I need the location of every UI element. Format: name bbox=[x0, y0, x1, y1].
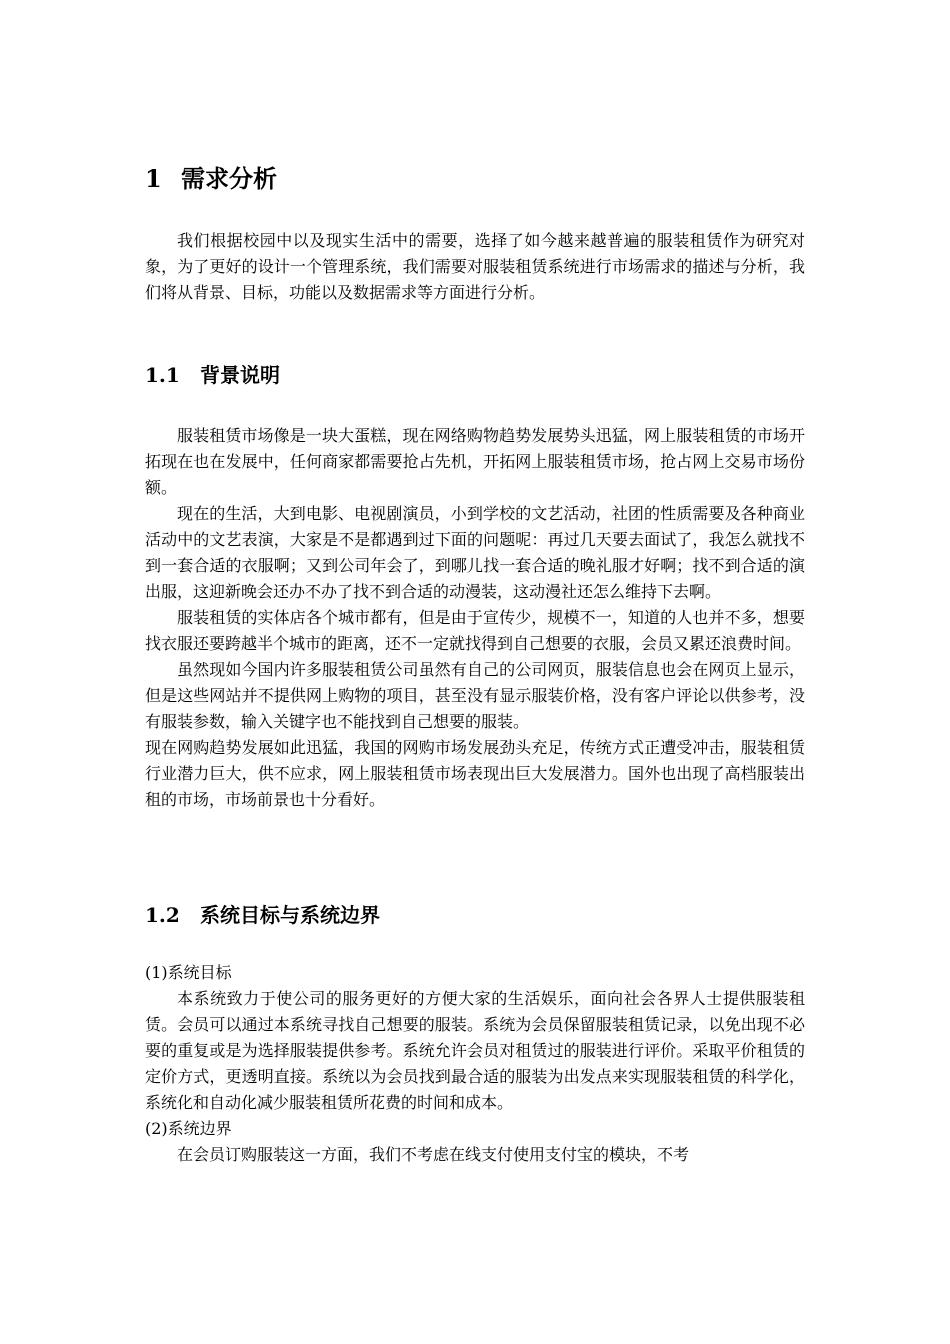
section-1-2-body bbox=[145, 960, 805, 1168]
section-1-intro bbox=[145, 228, 805, 306]
section-1-heading bbox=[145, 162, 277, 196]
section-1-2-heading bbox=[145, 900, 380, 930]
section-1-1-heading bbox=[145, 360, 280, 390]
system-goal-label: (1)系统目标 bbox=[145, 963, 232, 982]
section-1-1-body bbox=[145, 423, 805, 813]
background-paragraph-2: 现在的生活，大到电影、电视剧演员，小到学校的文艺活动，社团的性质需要及各种商业活动中的文艺表演，大家是不是都遇到过下面的问题呢：再过几天要去面试了，我怎么就找不到一套合适的衣服啊；又到公司年会了，到哪儿找一套合适的晚礼服才好啊；找不到合适的演出服，这迎新晚会还办不办了找不到合适的动漫装，这动漫社还怎么维持下去啊。 bbox=[145, 504, 805, 601]
background-paragraph-5: 现在网购趋势发展如此迅猛，我国的网购市场发展劲头充足，传统方式正遭受冲击，服装租赁行业潜力巨大，供不应求，网上服装租赁市场表现出巨大发展潜力。国外也出现了高档服装出租的市场，市场前景也十分看好。 bbox=[145, 738, 805, 809]
system-goal-text: 本系统致力于使公司的服务更好的方便大家的生活娱乐，面向社会各界人士提供服装租赁。会员可以通过本系统寻找自己想要的服装。系统为会员保留服装租赁记录，以免出现不必要的重复或是为选择服装提供参考。系统允许会员对租赁过的服装进行评价。采取平价租赁的定价方式，更透明直接。系统以为会员找到最合适的服装为出发点来实现服装租赁的科学化，系统化和自动化减少服装租赁所花费的时间和成本。 bbox=[145, 989, 805, 1112]
background-paragraph-4: 虽然现如今国内许多服装租赁公司虽然有自己的公司网页，服装信息也会在网页上显示，但是这些网站并不提供网上购物的项目，甚至没有显示服装价格，没有客户评论以供参考，没有服装参数，输入关键字也不能找到自己想要的服装。 bbox=[145, 660, 805, 731]
section-1-number: 1 bbox=[145, 164, 162, 193]
section-1-title: 需求分析 bbox=[181, 164, 277, 193]
system-boundary-text: 在会员订购服装这一方面，我们不考虑在线支付使用支付宝的模块，不考 bbox=[177, 1145, 690, 1164]
system-boundary-label: (2)系统边界 bbox=[145, 1119, 232, 1138]
intro-paragraph: 我们根据校园中以及现实生活中的需要，选择了如今越来越普遍的服装租赁作为研究对象，为了更好的设计一个管理系统，我们需要对服装租赁系统进行市场需求的描述与分析，我们将从背景、目标，功能以及数据需求等方面进行分析。 bbox=[145, 231, 805, 302]
background-paragraph-3: 服装租赁的实体店各个城市都有，但是由于宣传少，规模不一，知道的人也并不多，想要找衣服还要跨越半个城市的距离，还不一定就找得到自己想要的衣服，会员又累还浪费时间。 bbox=[145, 608, 805, 653]
section-1-2-title: 系统目标与系统边界 bbox=[200, 903, 380, 927]
background-paragraph-1: 服装租赁市场像是一块大蛋糕，现在网络购物趋势发展势头迅猛，网上服装租赁的市场开拓现在也在发展中，任何商家都需要抢占先机，开拓网上服装租赁市场，抢占网上交易市场份额。 bbox=[145, 426, 805, 497]
section-1-2-number: 1.2 bbox=[145, 903, 180, 927]
section-1-1-number: 1.1 bbox=[145, 363, 180, 387]
section-1-1-title: 背景说明 bbox=[200, 363, 280, 387]
